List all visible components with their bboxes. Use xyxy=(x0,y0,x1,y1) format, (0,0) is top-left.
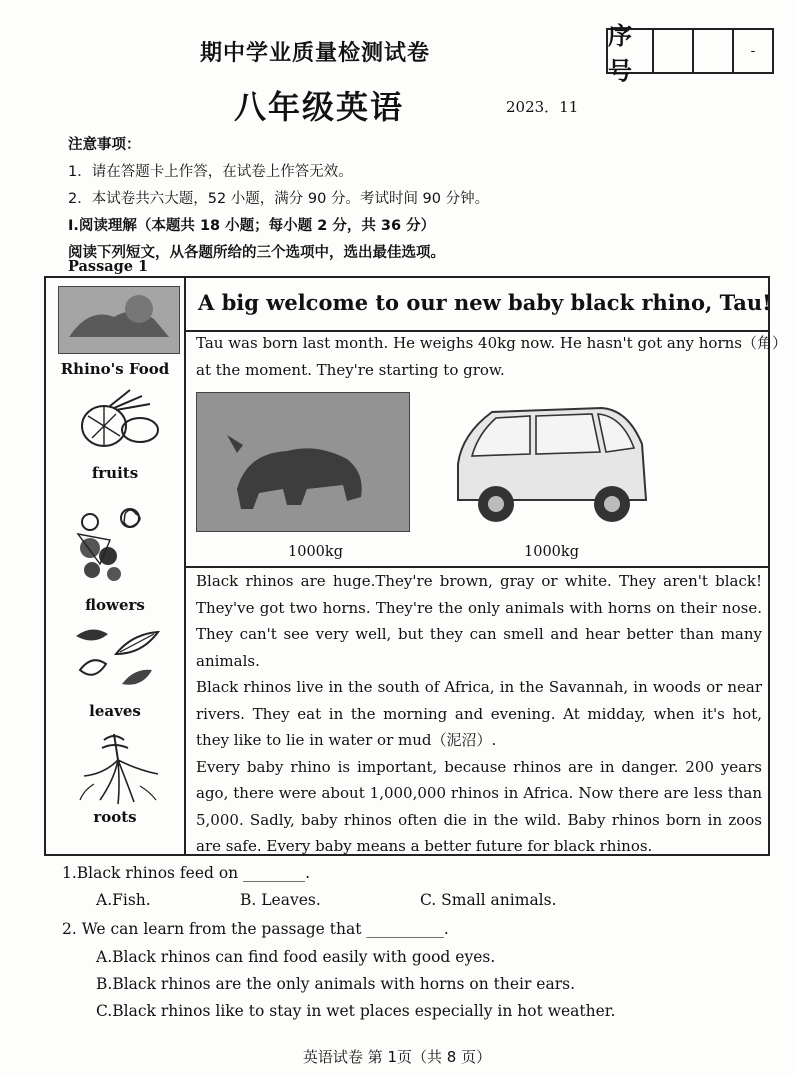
q1-option-c[interactable]: C. Small animals. xyxy=(420,891,557,909)
intro-line: Tau was born last month. He weighs 40kg now. He hasn't got any horns（角） xyxy=(196,334,787,352)
article-paragraph: Every baby rhino is important, because rhinos are in danger. 200 years ago, there were about 1,000,000 rhinos in Africa. Now there are less than 5,000. Sadly, baby rhinos often die in the wild. Baby rhinos born in zoos are safe. Every baby means a better future for black rhinos. xyxy=(196,757,762,855)
sequence-cell[interactable] xyxy=(694,30,734,72)
q1-option-a[interactable]: A.Fish. xyxy=(96,891,151,909)
article-paragraph: Black rhinos live in the south of Africa, in the Savannah, in woods or near rivers. They eat in the morning and evening. At midday, when it's hot, they like to lie in water or mud（泥沼）. xyxy=(196,678,762,749)
sequence-label: 序号 xyxy=(608,30,654,72)
exam-title: 期中学业质量检测试卷 xyxy=(200,40,431,66)
exam-date: 2023．11 xyxy=(506,98,579,116)
car-image xyxy=(452,404,652,532)
rhino-thumbnail-image xyxy=(58,286,180,354)
article-body xyxy=(196,568,762,860)
article-paragraph: Black rhinos are huge.They're brown, gray or white. They aren't black! They've got two horns. They're the only animals with horns on their nose. They can't see very well, but they can smell and hear better than many animals. xyxy=(196,572,762,670)
intro-line: at the moment. They're starting to grow. xyxy=(196,361,505,379)
notes-heading: 注意事项： xyxy=(68,137,141,153)
q2-option-c[interactable]: C.Black rhinos like to stay in wet places especially in hot weather. xyxy=(96,1002,616,1020)
leaf-icon xyxy=(72,624,164,694)
section-instruction: 阅读下列短文，从各题所给的三个选项中，选出最佳选项。 xyxy=(68,245,445,261)
section-heading: I.阅读理解（本题共 18 小题；每小题 2 分，共 36 分） xyxy=(68,218,436,234)
roots-icon xyxy=(74,730,164,810)
flower-icon xyxy=(70,504,166,588)
q1-option-b[interactable]: B. Leaves. xyxy=(240,891,321,909)
article-headline: A big welcome to our new baby black rhino, Tau! xyxy=(198,290,772,315)
food-label-leaves: leaves xyxy=(89,702,141,720)
food-title: Rhino's Food xyxy=(60,360,170,378)
pineapple-icon xyxy=(70,386,162,456)
subject-title: 八年级英语 xyxy=(234,88,405,126)
question-2: 2. We can learn from the passage that __________. xyxy=(62,920,449,938)
notes-item: 1．请在答题卡上作答，在试卷上作答无效。 xyxy=(68,164,353,180)
notes-item: 2．本试卷共六大题，52 小题，满分 90 分。考试时间 90 分钟。 xyxy=(68,191,490,207)
question-1: 1.Black rhinos feed on ________. xyxy=(62,864,311,882)
sequence-cell-dash[interactable]: - xyxy=(750,43,756,59)
rhino-weight-caption: 1000kg xyxy=(288,544,343,560)
sequence-number-box xyxy=(606,22,774,85)
food-label-fruits: fruits xyxy=(91,464,139,482)
q2-option-b[interactable]: B.Black rhinos are the only animals with horns on their ears. xyxy=(96,975,576,993)
sequence-cell[interactable] xyxy=(654,30,694,72)
notes-section xyxy=(68,132,489,267)
q2-option-a[interactable]: A.Black rhinos can find food easily with good eyes. xyxy=(96,948,496,966)
page-footer: 英语试卷 第 1页（共 8 页） xyxy=(302,1048,492,1066)
rhino-photo xyxy=(196,392,410,532)
food-label-roots: roots xyxy=(93,808,137,826)
passage-label: Passage 1 xyxy=(68,258,149,275)
food-label-flowers: flowers xyxy=(85,596,145,614)
car-weight-caption: 1000kg xyxy=(524,544,579,560)
